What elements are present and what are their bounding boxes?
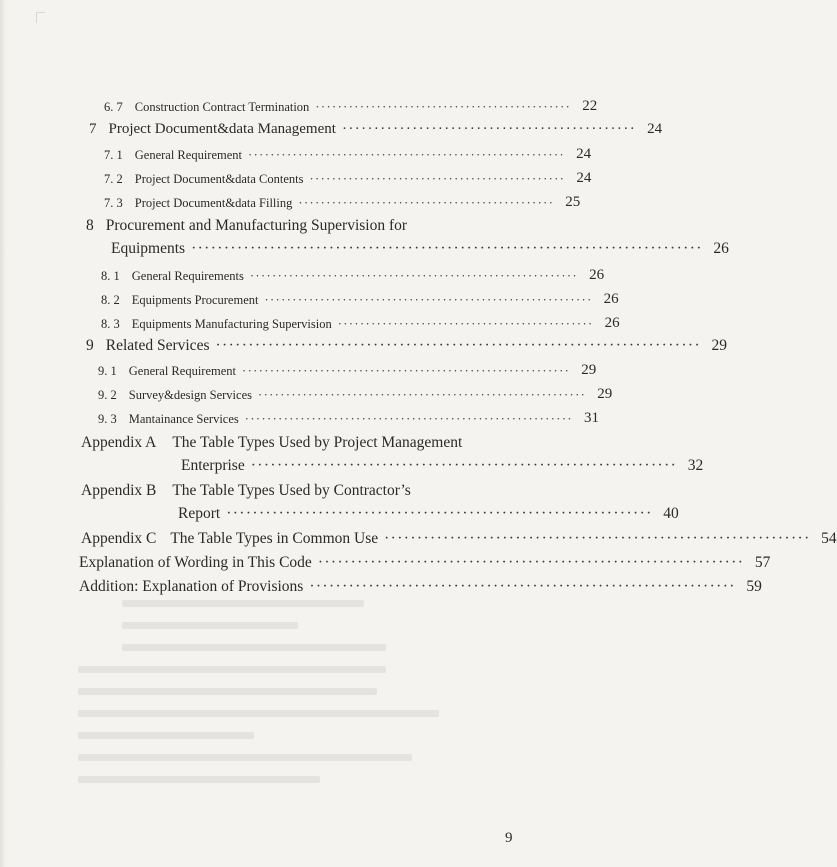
toc-entry[interactable]: 9. 2 Survey&design Services ··························································· 29 <box>98 386 613 402</box>
page-ref: 40 <box>663 505 679 522</box>
dot-leader: ·············································· <box>341 121 637 137</box>
toc-entry[interactable]: 9 Related Services ·········································································· 29 <box>86 337 728 354</box>
dot-leader: ·············································· <box>298 196 555 210</box>
toc-entry[interactable]: Equipments ·············································································· 26 <box>111 240 729 257</box>
dot-leader: ··························································· <box>242 364 571 378</box>
toc-entry[interactable]: 9. 3 Mantainance Services ··························································· 31 <box>98 410 599 426</box>
toc-entry[interactable]: 8. 2 Equipments Procurement ··························································· 26 <box>101 291 619 307</box>
bleed-through-text <box>78 600 518 790</box>
page-ref: 29 <box>581 362 597 378</box>
toc-entry[interactable]: 7. 2 Project Document&data Contents ·············································· 24 <box>104 170 592 186</box>
page-ref: 26 <box>603 291 619 307</box>
appendix-heading[interactable]: Appendix A The Table Types Used by Project Management <box>81 434 463 451</box>
page-ref: 26 <box>604 315 620 331</box>
toc-entry-heading[interactable]: 8 Procurement and Manufacturing Supervision for <box>86 217 408 234</box>
dot-leader: ································································· <box>384 530 811 547</box>
page-ref: 59 <box>746 578 762 595</box>
page-ref: 29 <box>711 337 728 354</box>
dot-leader: ·············································································· <box>191 240 703 257</box>
dot-leader: ································································· <box>309 578 736 595</box>
toc-entry[interactable]: 7. 3 Project Document&data Filling ·············································· 25 <box>104 194 581 210</box>
page-corner-mark <box>36 12 45 23</box>
page-ref: 32 <box>687 457 704 474</box>
dot-leader: ·············································· <box>315 100 572 114</box>
page-ref: 29 <box>597 386 613 402</box>
page-ref: 26 <box>589 267 605 283</box>
page-ref: 24 <box>647 121 663 137</box>
appendix-heading[interactable]: Appendix B The Table Types Used by Contractor’s <box>81 482 411 499</box>
page-ref: 26 <box>713 240 729 257</box>
dot-leader: ·············································· <box>309 172 566 186</box>
page-ref: 24 <box>576 146 592 162</box>
page-ref: 22 <box>582 98 598 114</box>
toc-entry[interactable]: 8. 3 Equipments Manufacturing Supervision ·············································· 26 <box>101 315 620 331</box>
extra-entry[interactable]: Addition: Explanation of Provisions ································································· 59 <box>79 578 762 595</box>
appendix-entry[interactable]: Report ································································· 40 <box>178 505 679 522</box>
page-ref: 54 <box>821 530 837 547</box>
toc-entry[interactable]: 7 Project Document&data Management ·············································· 24 <box>89 121 663 137</box>
toc-entry[interactable]: 6. 7 Construction Contract Termination ·············································· 22 <box>104 98 598 114</box>
toc-entry[interactable]: 9. 1 General Requirement ··························································· 29 <box>98 362 597 378</box>
toc-entry[interactable]: 8. 1 General Requirements ··························································· 26 <box>101 267 605 283</box>
appendix-entry[interactable]: Enterprise ································································· 32 <box>181 457 704 474</box>
dot-leader: ································································· <box>226 505 653 522</box>
dot-leader: ··························································· <box>244 412 573 426</box>
dot-leader: ························································· <box>248 148 566 162</box>
dot-leader: ································································· <box>250 457 678 474</box>
dot-leader: ·············································· <box>337 317 594 331</box>
dot-leader: ··························································· <box>258 388 587 402</box>
page-edge-shadow <box>0 0 6 867</box>
page-ref: 24 <box>576 170 592 186</box>
page-ref: 31 <box>583 410 599 426</box>
dot-leader: ··························································· <box>249 269 579 283</box>
page-number: 9 <box>505 830 513 846</box>
dot-leader: ································································· <box>317 554 745 571</box>
dot-leader: ·········································································· <box>215 337 702 354</box>
page-ref: 57 <box>754 554 771 571</box>
dot-leader: ··························································· <box>264 293 593 307</box>
page-ref: 25 <box>565 194 581 210</box>
appendix-entry[interactable]: Appendix C The Table Types in Common Use ································································· 54 <box>81 530 837 547</box>
toc-entry[interactable]: 7. 1 General Requirement ························································· 24 <box>104 146 592 162</box>
extra-entry[interactable]: Explanation of Wording in This Code ································································· 57 <box>79 554 771 571</box>
